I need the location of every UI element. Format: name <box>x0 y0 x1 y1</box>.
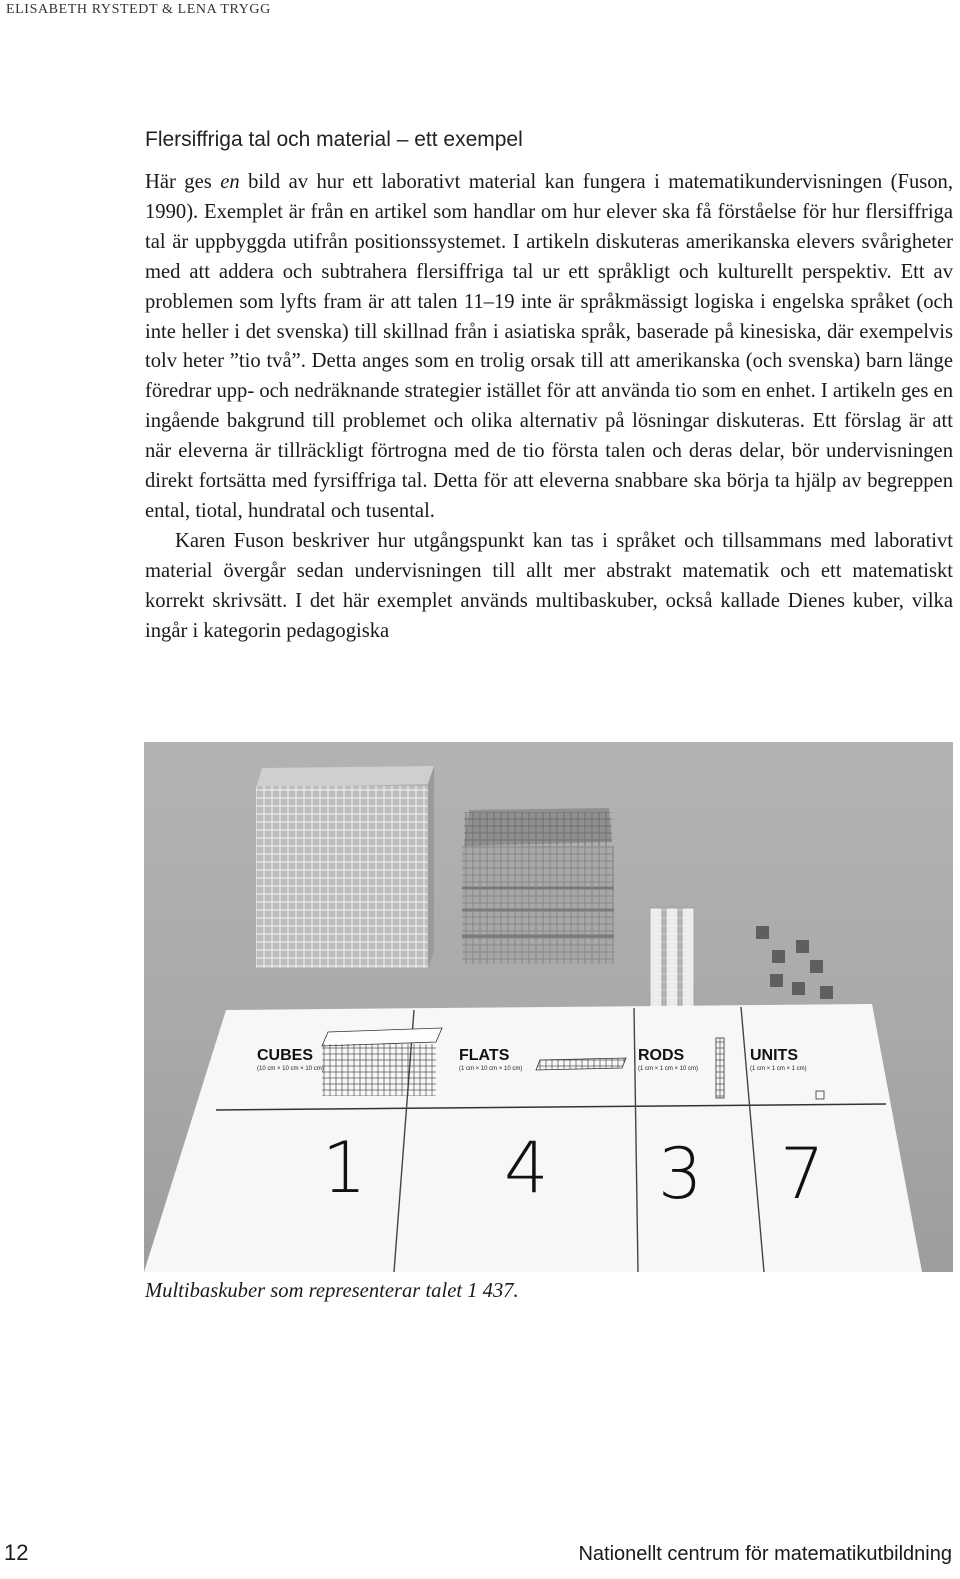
footer-organization: Nationellt centrum för matematikutbildning <box>578 1543 952 1565</box>
paragraph-1 <box>145 168 953 527</box>
label-flats: FLATS <box>459 1047 510 1064</box>
sublabel-rods: (1 cm × 1 cm × 10 cm) <box>638 1066 699 1072</box>
paragraph-1-rest: bild av hur ett laborativt material kan fungera i matematikundervisningen (Fuson, 1990). Exemplet är från en artikel som handlar om hur elever ska få förståelse för hur flersiffriga tal är uppbyggda utifrån positionssystemet. I artikeln diskuteras amerikanska elevers svårigheter med att addera och subtrahera flersiffriga tal ur ett språkligt och kulturellt perspektiv. Ett av problemen som lyfts fram är att talen 11–19 inte är språkmässigt logiska i engelska språket (och inte heller i det svenska) till skillnad från i asiatiska språk, baserade på kinesiska, där exempelvis tolv heter ”tio två”. Detta anges som en trolig orsak till att amerikanska (och svenska) barn länge föredrar upp- och nedräknande strategier istället för att använda tio som en enhet. I artikeln ges en ingående bakgrund till problemet och olika alternativ på lösningar diskuteras. Ett förslag är att när eleverna är tillräckligt förtrogna med de tio första talen och deras delar, bör undervisningen direkt fortsätta med fyrsiffriga tal. Detta för att eleverna snabbare ska börja ta hjälp av begreppen ental, tiotal, hundratal och tusental. <box>145 171 954 522</box>
digit-hundreds: 4 <box>504 1127 549 1209</box>
label-units: UNITS <box>750 1047 798 1064</box>
paragraph-1-start: Här ges <box>145 171 221 193</box>
thousand-cube <box>256 766 434 968</box>
digit-thousands: 1 <box>322 1127 367 1209</box>
flats-stack <box>462 808 614 964</box>
rods <box>650 908 694 1012</box>
multibase-blocks-photo <box>144 742 953 1272</box>
label-cubes: CUBES <box>257 1047 314 1064</box>
digit-tens: 3 <box>658 1133 703 1215</box>
sublabel-units: (1 cm × 1 cm × 1 cm) <box>750 1066 807 1072</box>
place-value-mat <box>144 1004 922 1272</box>
paragraph-2: Karen Fuson beskriver hur utgångspunkt kan tas i språket och tillsammans med laborativt material övergår sedan undervisningen till allt mer abstrakt matematik och ett matematiskt korrekt skrivsätt. I det här exemplet används multibaskuber, också kallade Dienes kuber, vilka ingår i kategorin pedagogiska <box>145 529 953 642</box>
label-rods: RODS <box>638 1047 685 1064</box>
body-text <box>145 168 953 647</box>
unit-cubes <box>756 926 833 999</box>
digit-units: 7 <box>780 1133 825 1215</box>
sublabel-cubes: (10 cm × 10 cm × 10 cm) <box>257 1066 324 1072</box>
section-heading: Flersiffriga tal och material – ett exempel <box>145 128 523 151</box>
figure-caption: Multibaskuber som representerar talet 1 437. <box>145 1280 519 1302</box>
photo-illustration <box>144 742 953 1272</box>
sublabel-flats: (1 cm × 10 cm × 10 cm) <box>459 1066 523 1072</box>
emphasis-word: en <box>220 171 240 193</box>
running-head: ELISABETH RYSTEDT & LENA TRYGG <box>6 2 271 17</box>
page-number: 12 <box>4 1540 29 1565</box>
